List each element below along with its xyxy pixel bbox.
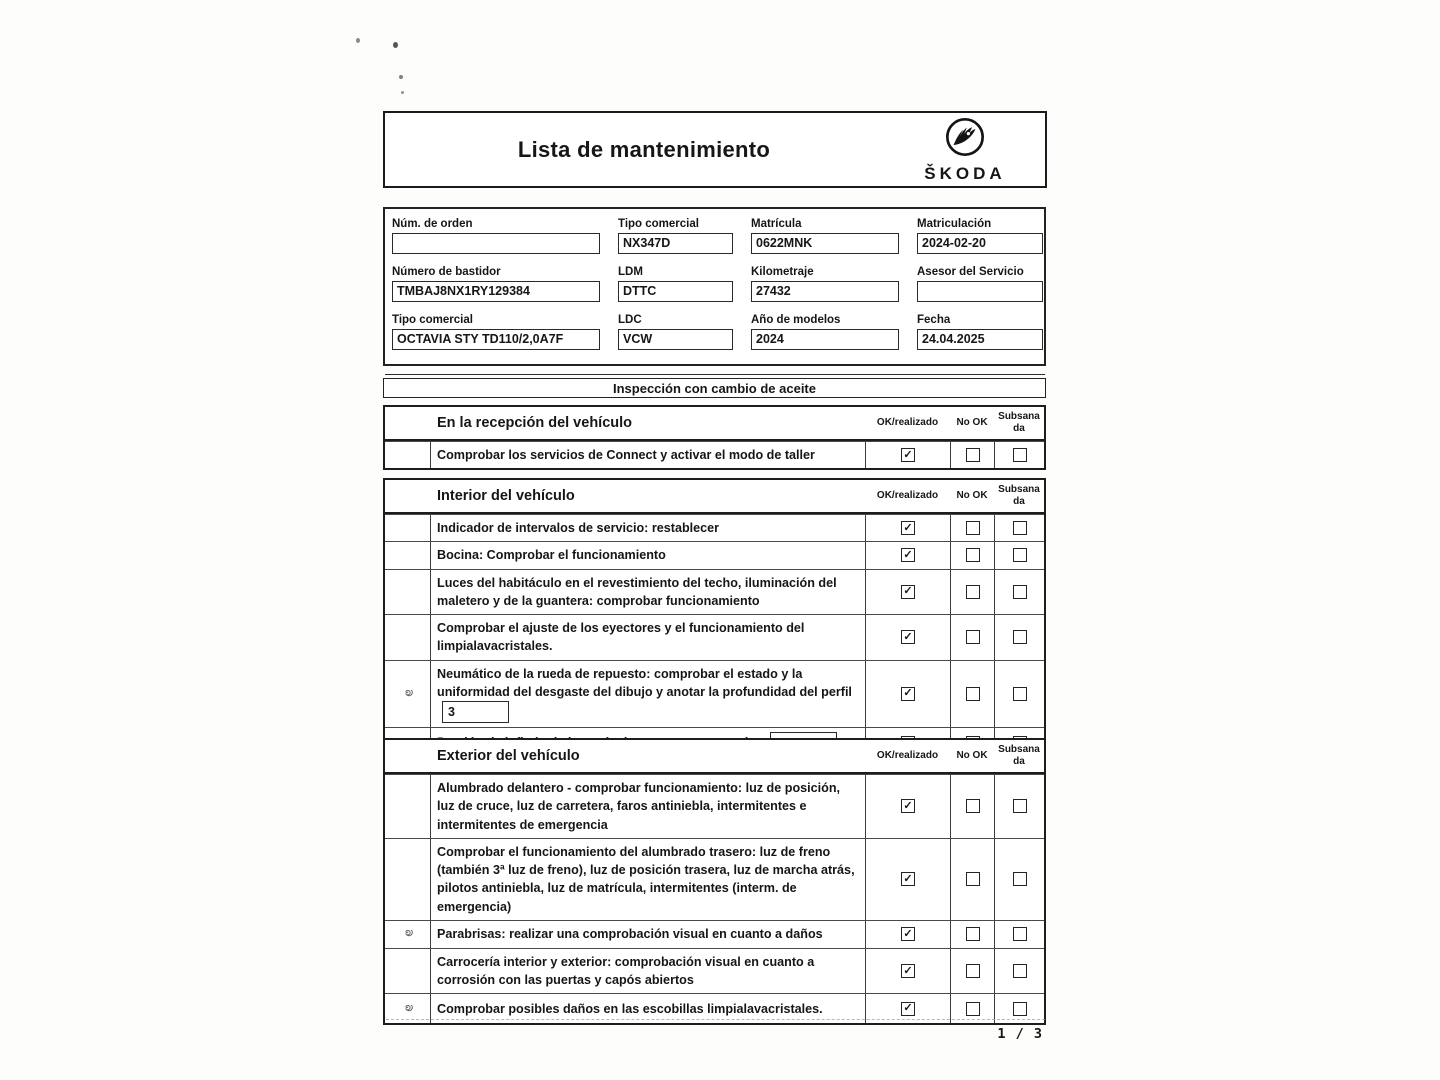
brand-wordmark: ŠKODA (924, 163, 1006, 183)
field-input[interactable] (917, 281, 1043, 302)
checklist-row (385, 948, 1044, 994)
field-input[interactable]: 2024 (751, 329, 899, 350)
checkbox-subsanada[interactable] (1013, 872, 1027, 886)
ok-cell (865, 442, 950, 468)
ok-cell (865, 542, 950, 568)
checklist-item-text: Comprobar posibles daños en las escobillas limpialavacristales. (437, 1001, 823, 1016)
subsanada-cell (994, 839, 1044, 920)
section-header (385, 407, 1044, 441)
checklist-item-text: Luces del habitáculo en el revestimiento del techo, iluminación del maletero y de la guantera: comprobar funcionamiento (437, 575, 837, 608)
skoda-winged-arrow-icon (944, 116, 986, 163)
section-header (385, 480, 1044, 514)
field-num-de-orden (392, 214, 618, 262)
no-ok-cell (950, 839, 994, 920)
subsanada-cell (994, 775, 1044, 838)
row-margin-cell (385, 442, 431, 468)
checkbox-ok[interactable]: ✓ (901, 585, 915, 599)
field-label: LDM (618, 266, 643, 278)
field-label: LDC (618, 314, 642, 326)
checkbox-ok[interactable]: ✓ (901, 927, 915, 941)
field-matricula (751, 214, 917, 262)
inspection-swirl-icon (401, 685, 414, 703)
row-margin-cell (385, 775, 431, 838)
checkbox-no-ok[interactable] (966, 799, 980, 813)
section-interior (383, 478, 1046, 760)
brand-block (895, 116, 1045, 184)
row-margin-cell (385, 615, 431, 660)
subsanada-cell (994, 615, 1044, 660)
checklist-item-text: Neumático de la rueda de repuesto: comprobar el estado y la uniformidad del desgaste del dibujo y anotar la profundidad del perfil (437, 666, 852, 699)
field-ldc (618, 310, 751, 358)
ok-cell (865, 921, 950, 948)
field-label: Tipo comercial (618, 218, 699, 230)
field-input[interactable]: DTTC (618, 281, 733, 302)
column-header-no-ok: No OK (956, 416, 988, 428)
checklist-item (431, 661, 865, 728)
checklist-row (385, 774, 1044, 838)
ok-cell (865, 570, 950, 615)
checkbox-subsanada[interactable] (1013, 1002, 1027, 1016)
checklist-row (385, 569, 1044, 615)
field-label: Matrícula (751, 218, 802, 230)
checkbox-no-ok[interactable] (966, 521, 980, 535)
checklist-item-text: Bocina: Comprobar el funcionamiento (437, 548, 666, 563)
section-header (385, 740, 1044, 774)
checklist-item-text: Alumbrado delantero - comprobar funcionamiento: luz de posición, luz de cruce, luz de carretera, faros antiniebla, intermitentes e intermitentes de emergencia (437, 781, 841, 832)
field-label: Kilometraje (751, 266, 814, 278)
page-title: Lista de mantenimiento (517, 136, 771, 162)
checklist-row (385, 514, 1044, 541)
checkbox-no-ok[interactable] (966, 872, 980, 886)
field-ano-de-modelos (751, 310, 917, 358)
checkbox-subsanada[interactable] (1013, 964, 1027, 978)
column-header-no-ok: No OK (956, 749, 988, 761)
checkbox-subsanada[interactable] (1013, 799, 1027, 813)
field-input[interactable]: VCW (618, 329, 733, 350)
field-label: Núm. de orden (392, 218, 473, 230)
checkbox-subsanada[interactable] (1013, 585, 1027, 599)
subsanada-cell (994, 570, 1044, 615)
checkbox-ok[interactable]: ✓ (901, 872, 915, 886)
checkbox-subsanada[interactable] (1013, 521, 1027, 535)
checklist-item-text: Comprobar el funcionamiento del alumbrado trasero: luz de freno (también 3ª luz de freno), luz de posición trasera, luz de marcha atrás, pilotos antiniebla, luz de matrícula, intermitentes (interm. de emergencia) (437, 844, 855, 914)
checkbox-no-ok[interactable] (966, 687, 980, 701)
field-label: Tipo comercial (392, 314, 473, 326)
vehicle-data-form (383, 207, 1046, 366)
checkbox-subsanada[interactable] (1013, 448, 1027, 462)
checkbox-no-ok[interactable] (966, 585, 980, 599)
ok-cell (865, 775, 950, 838)
field-label: Fecha (917, 314, 951, 326)
checkbox-ok[interactable]: ✓ (901, 448, 915, 462)
field-input[interactable]: NX347D (618, 233, 733, 254)
row-margin-cell (385, 921, 431, 948)
row-margin-cell (385, 570, 431, 615)
subsanada-cell (994, 661, 1044, 728)
checkbox-ok[interactable]: ✓ (901, 521, 915, 535)
no-ok-cell (950, 661, 994, 728)
checkbox-ok[interactable]: ✓ (901, 548, 915, 562)
checklist-row (385, 541, 1044, 568)
checkbox-no-ok[interactable] (966, 927, 980, 941)
column-header-no-ok: No OK (956, 489, 988, 501)
checkbox-ok[interactable]: ✓ (901, 964, 915, 978)
row-margin-cell (385, 542, 431, 568)
no-ok-cell (950, 949, 994, 994)
footer-rule (386, 1019, 1045, 1020)
ok-cell (865, 949, 950, 994)
field-fecha (917, 310, 1043, 358)
inspection-banner-text: Inspección con cambio de aceite (612, 380, 816, 396)
row-margin-cell (385, 949, 431, 994)
column-header-subsanada: Subsanada (998, 743, 1040, 767)
field-input[interactable] (392, 233, 600, 254)
checkbox-ok[interactable]: ✓ (901, 1002, 915, 1016)
field-input[interactable]: 27432 (751, 281, 899, 302)
field-label: Número de bastidor (392, 266, 501, 278)
document-sheet (383, 0, 1047, 1080)
ok-cell (865, 661, 950, 728)
subsanada-cell (994, 921, 1044, 948)
scan-artifact-dot (356, 38, 360, 43)
ok-cell (865, 839, 950, 920)
section-title: En la recepción del vehículo (437, 415, 633, 431)
checkbox-ok[interactable]: ✓ (901, 687, 915, 701)
subsanada-cell (994, 515, 1044, 541)
column-header-ok: OK/realizado (876, 416, 939, 428)
field-input[interactable]: OCTAVIA STY TD110/2,0A7F (392, 329, 600, 350)
checkbox-subsanada[interactable] (1013, 687, 1027, 701)
row-margin-cell (385, 661, 431, 728)
checkbox-no-ok[interactable] (966, 448, 980, 462)
checklist-row (385, 441, 1044, 468)
no-ok-cell (950, 442, 994, 468)
checkbox-no-ok[interactable] (966, 964, 980, 978)
field-ldm (618, 262, 751, 310)
field-label: Matriculación (917, 218, 992, 230)
checkbox-no-ok[interactable] (966, 1002, 980, 1016)
field-input[interactable]: 24.04.2025 (917, 329, 1043, 350)
field-input[interactable]: 2024-02-20 (917, 233, 1043, 254)
field-asesor-del-servicio (917, 262, 1043, 310)
section-title: Exterior del vehículo (437, 748, 580, 764)
no-ok-cell (950, 542, 994, 568)
checklist-item-text: Comprobar el ajuste de los eyectores y el funcionamiento del limpialavacristales. (437, 621, 805, 654)
field-tipo-comercial (618, 214, 751, 262)
separator-rule (385, 374, 1045, 375)
checkbox-subsanada[interactable] (1013, 630, 1027, 644)
no-ok-cell (950, 515, 994, 541)
field-kilometraje (751, 262, 917, 310)
ok-cell (865, 615, 950, 660)
checklist-row (385, 660, 1044, 728)
checkbox-no-ok[interactable] (966, 548, 980, 562)
checklist-item-text: Carrocería interior y exterior: comprobación visual en cuanto a corrosión con las puertas y capós abiertos (437, 954, 815, 987)
checklist-item-text: Parabrisas: realizar una comprobación visual en cuanto a daños (437, 927, 823, 942)
section-title: Interior del vehículo (437, 488, 575, 504)
inspection-banner (383, 378, 1046, 398)
no-ok-cell (950, 775, 994, 838)
field-numero-de-bastidor (392, 262, 618, 310)
checklist-row (385, 920, 1044, 948)
field-input[interactable]: TMBAJ8NX1RY129384 (392, 281, 600, 302)
row-margin-cell (385, 515, 431, 541)
tread-depth-input[interactable]: 3 (442, 701, 509, 723)
field-label: Asesor del Servicio (917, 266, 1024, 278)
field-input[interactable]: 0622MNK (751, 233, 899, 254)
section-exterior (383, 738, 1046, 1025)
section-reception (383, 405, 1046, 470)
checklist-item-text: Indicador de intervalos de servicio: restablecer (437, 521, 720, 535)
no-ok-cell (950, 615, 994, 660)
checklist-row (385, 614, 1044, 660)
column-header-ok: OK/realizado (876, 489, 939, 501)
subsanada-cell (994, 949, 1044, 994)
document-header (383, 111, 1047, 188)
field-tipo-comercial-modelo (392, 310, 618, 358)
field-label: Año de modelos (751, 314, 841, 326)
inspection-swirl-icon (401, 1000, 414, 1018)
checklist-item-text: Comprobar los servicios de Connect y activar el modo de taller (437, 448, 815, 462)
checkbox-subsanada[interactable] (1013, 548, 1027, 562)
subsanada-cell (994, 542, 1044, 568)
inspection-swirl-icon (401, 925, 414, 943)
column-header-ok: OK/realizado (876, 749, 939, 761)
no-ok-cell (950, 570, 994, 615)
row-margin-cell (385, 839, 431, 920)
checklist-row (385, 838, 1044, 920)
ok-cell (865, 515, 950, 541)
checkbox-subsanada[interactable] (1013, 927, 1027, 941)
field-matriculacion (917, 214, 1043, 262)
subsanada-cell (994, 442, 1044, 468)
page-number: 1 / 3 (997, 1026, 1043, 1042)
no-ok-cell (950, 921, 994, 948)
checkbox-ok[interactable]: ✓ (901, 630, 915, 644)
checkbox-no-ok[interactable] (966, 630, 980, 644)
column-header-subsanada: Subsanada (998, 410, 1040, 434)
checkbox-ok[interactable]: ✓ (901, 799, 915, 813)
column-header-subsanada: Subsanada (998, 483, 1040, 507)
